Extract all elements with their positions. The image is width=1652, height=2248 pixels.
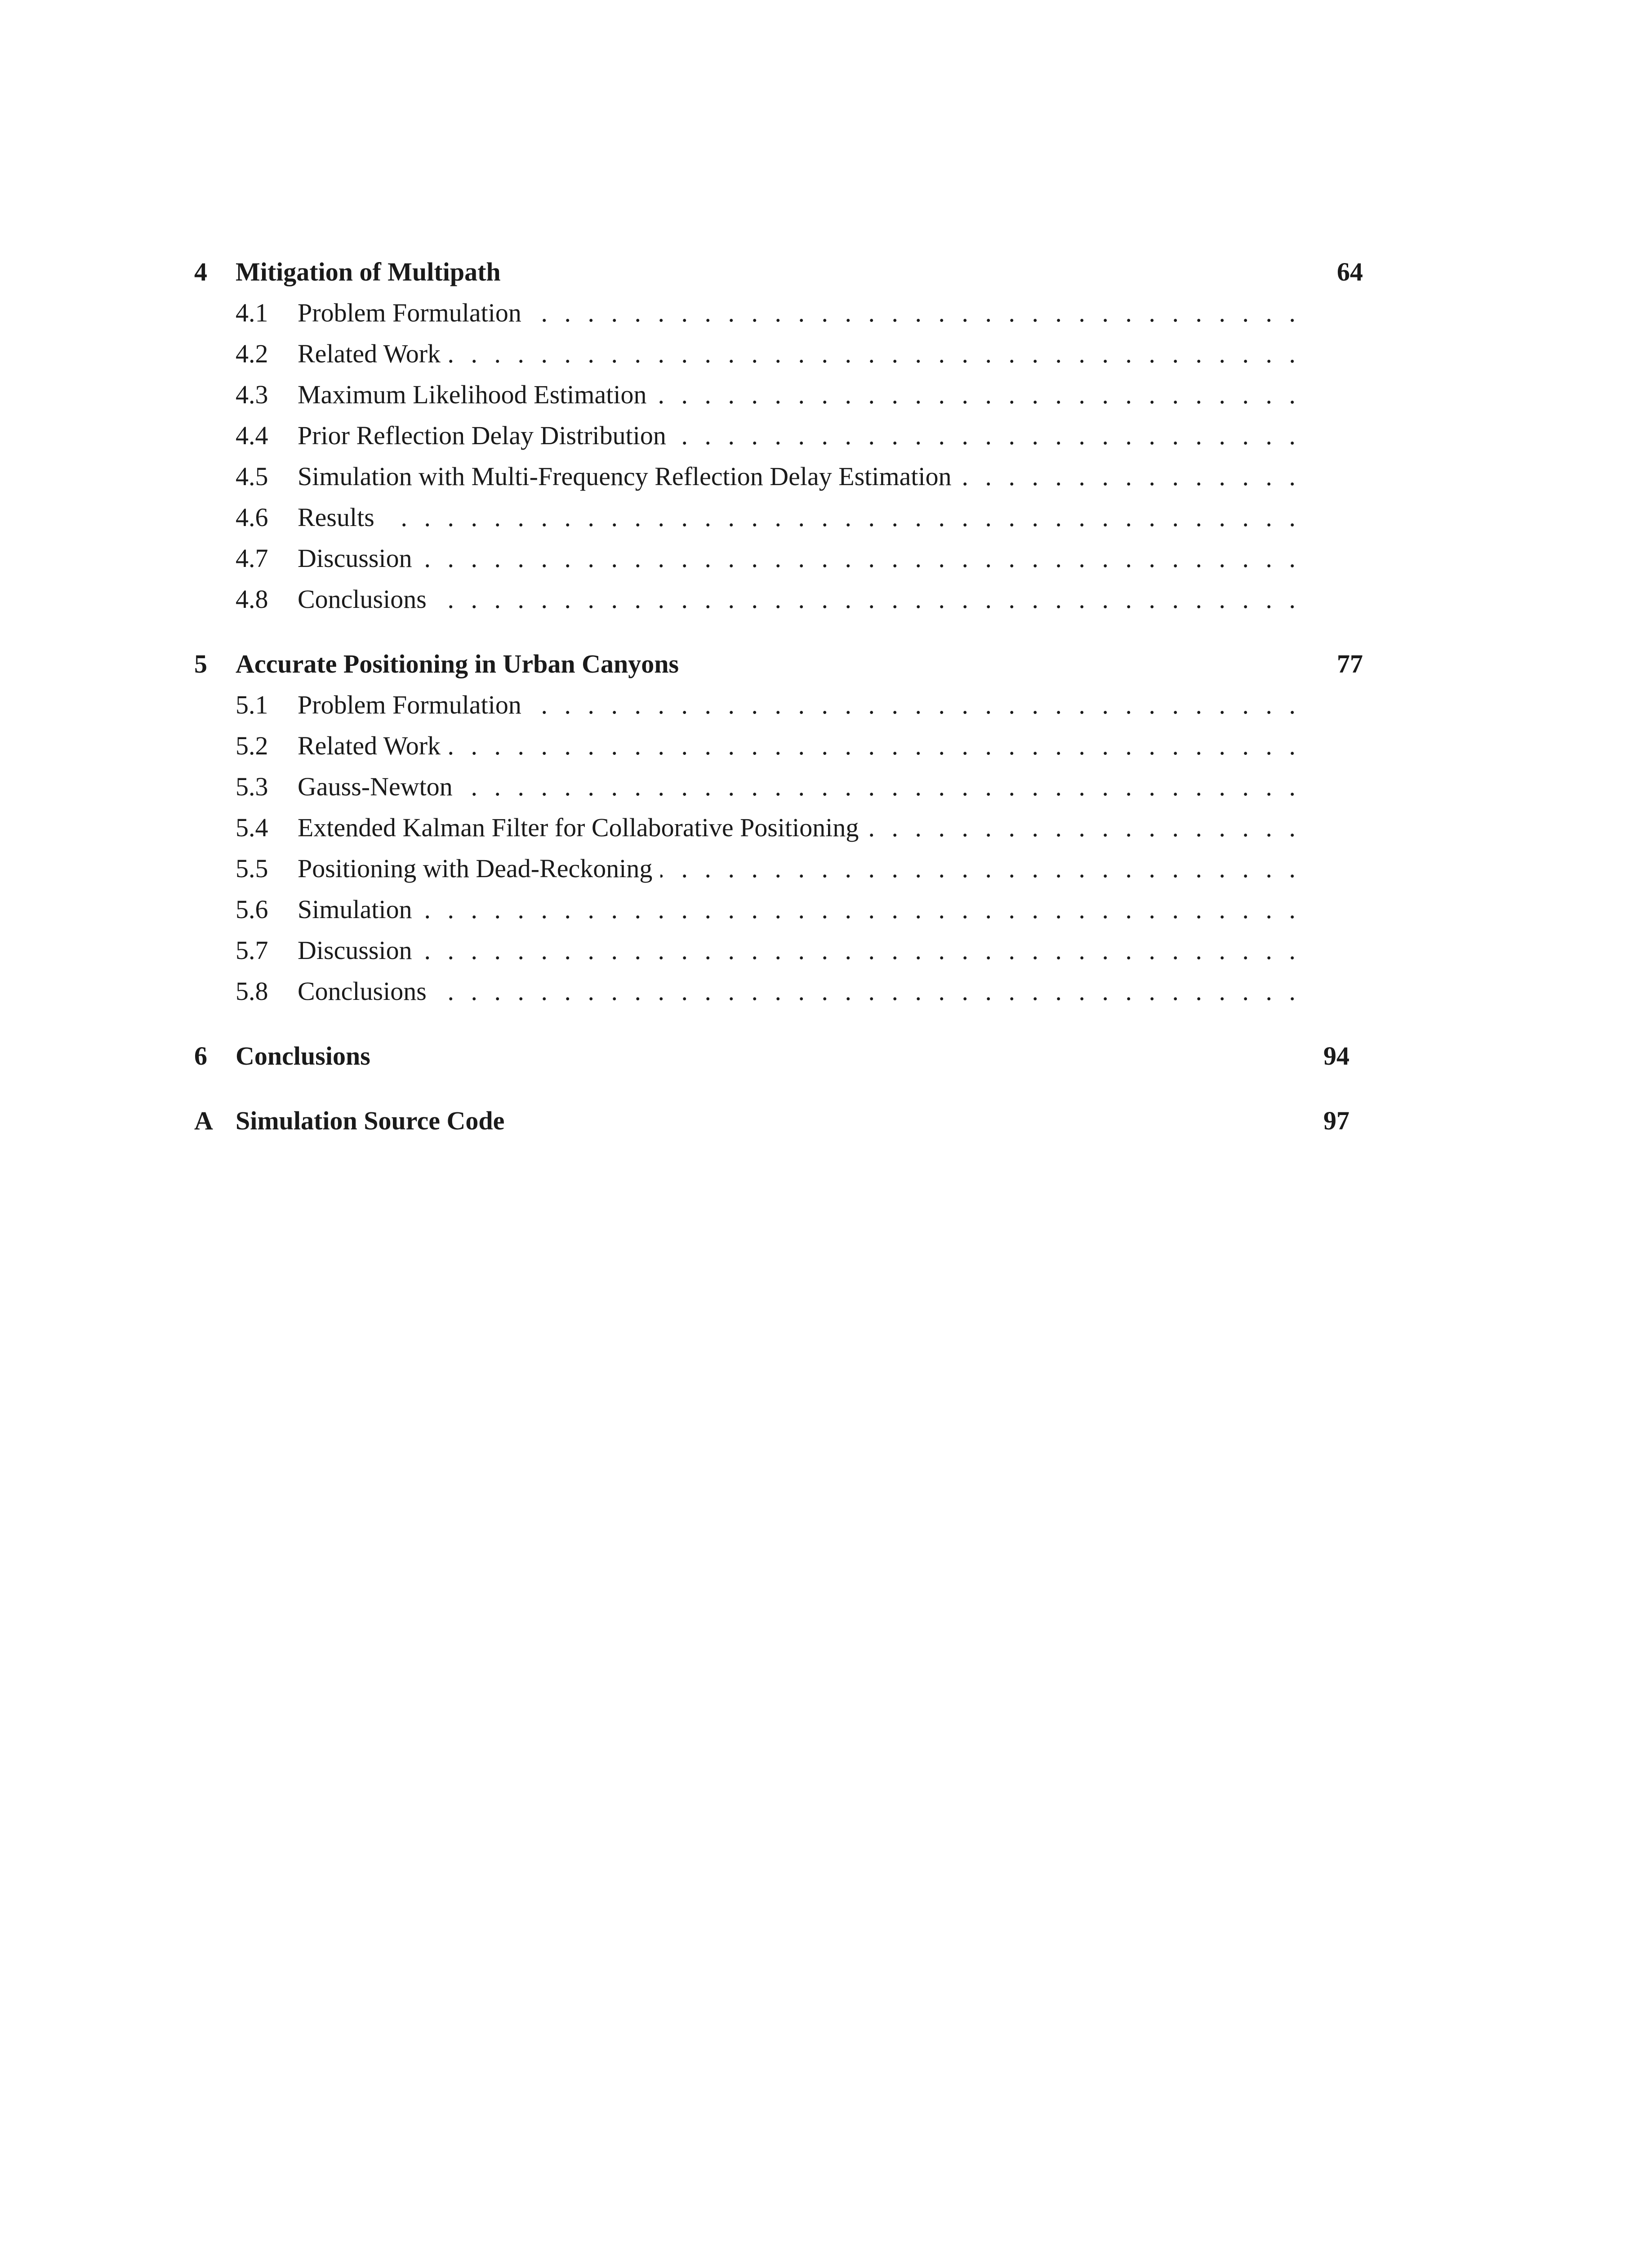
dot-leader [960,456,1296,497]
toc-section[interactable] [194,807,1363,848]
dot-leader [867,807,1296,848]
toc-section[interactable] [194,684,1363,725]
toc-section[interactable] [194,766,1363,807]
section-title: Conclusions [298,579,435,620]
section-number: 4.7 [236,544,268,573]
section-title: Conclusions [298,971,435,1012]
chapter-page-number: 77 [1337,649,1363,678]
chapter-number: 5 [194,649,207,678]
section-title: Results [298,497,383,538]
toc-section[interactable] [194,497,1363,538]
dot-leader [530,684,1296,725]
chapter-title: Mitigation of Multipath [236,257,501,286]
section-number: 4.2 [236,339,268,368]
table-of-contents [194,252,1363,1165]
section-number: 4.6 [236,503,268,532]
dot-leader [420,930,1296,971]
section-number: 5.6 [236,895,268,924]
toc-section[interactable] [194,848,1363,889]
section-title: Discussion [298,930,420,971]
section-title: Problem Formulation [298,684,530,725]
toc-section[interactable] [194,292,1363,333]
section-number: 5.4 [236,813,268,842]
section-number: 4.4 [236,421,268,450]
section-title: Related Work [298,725,449,766]
dot-leader [420,889,1296,930]
chapter-page-number: 97 [1323,1106,1349,1135]
toc-section[interactable] [194,971,1363,1012]
chapter-title: Conclusions [236,1041,370,1070]
dot-leader [383,497,1296,538]
section-number: 5.5 [236,854,268,883]
dot-leader [660,848,1296,889]
dot-leader [420,538,1296,579]
toc-section[interactable] [194,725,1363,766]
section-title: Positioning with Dead-Reckoning [298,848,660,889]
toc-section[interactable] [194,333,1363,374]
chapter-title: Accurate Positioning in Urban Canyons [236,649,679,678]
dot-leader [530,292,1296,333]
toc-chapter-5 [194,644,1363,1012]
section-title: Related Work [298,333,449,374]
chapter-number: 4 [194,257,207,286]
toc-appendix-a [194,1101,1363,1141]
section-number: 5.3 [236,772,268,801]
section-number: 4.1 [236,298,268,327]
section-title: Problem Formulation [298,292,530,333]
section-number: 5.2 [236,731,268,760]
section-title: Discussion [298,538,420,579]
section-number: 5.8 [236,977,268,1006]
section-title: Prior Reflection Delay Distribution [298,415,674,456]
chapter-number: A [194,1106,213,1135]
section-title: Maximum Likelihood Estimation [298,374,655,415]
chapter-heading[interactable] [194,1101,1363,1141]
dot-leader [435,579,1296,620]
section-title: Simulation with Multi-Frequency Reflection Delay Estimation [298,456,960,497]
toc-chapter-6 [194,1036,1363,1076]
toc-section[interactable] [194,374,1363,415]
section-title: Gauss-Newton [298,766,461,807]
toc-section[interactable] [194,456,1363,497]
chapter-number: 6 [194,1041,207,1070]
chapter-heading[interactable] [194,1036,1363,1076]
toc-section[interactable] [194,538,1363,579]
section-number: 4.8 [236,584,268,614]
chapter-page-number: 64 [1337,257,1363,286]
dot-leader [655,374,1296,415]
toc-section[interactable] [194,889,1363,930]
toc-section[interactable] [194,415,1363,456]
dot-leader [435,971,1296,1012]
dot-leader [449,725,1296,766]
chapter-heading[interactable] [194,644,1363,684]
chapter-title: Simulation Source Code [236,1106,505,1135]
section-number: 4.3 [236,380,268,409]
section-number: 5.1 [236,690,268,719]
toc-section[interactable] [194,930,1363,971]
chapter-page-number: 94 [1323,1041,1349,1070]
dot-leader [461,766,1296,807]
toc-section[interactable] [194,579,1363,620]
dot-leader [674,415,1296,456]
section-title: Simulation [298,889,420,930]
section-number: 5.7 [236,936,268,965]
toc-chapter-4 [194,252,1363,620]
section-title: Extended Kalman Filter for Collaborative Positioning [298,807,867,848]
chapter-heading[interactable] [194,252,1363,292]
section-number: 4.5 [236,462,268,491]
dot-leader [449,333,1296,374]
